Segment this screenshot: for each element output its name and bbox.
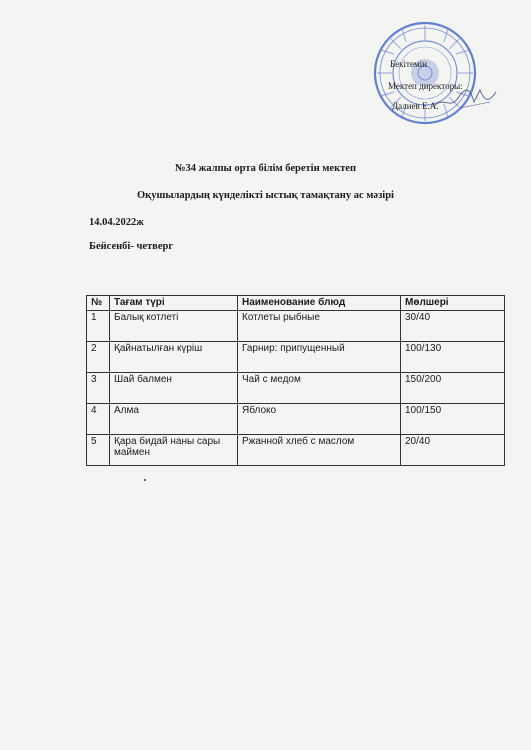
portion-size: 100/130 — [401, 342, 505, 373]
column-header-dish-kz: Тағам түрі — [110, 296, 238, 311]
menu-weekday: Бейсенбі- четверг — [89, 241, 174, 252]
portion-size: 20/40 — [401, 435, 505, 466]
school-name: №34 жалпы орта білім беретін мектеп — [174, 163, 356, 174]
stray-ink-dot — [144, 479, 146, 481]
menu-table — [86, 295, 505, 466]
row-number: 2 — [87, 342, 110, 373]
director-name: Далиев Е.А. — [392, 101, 439, 111]
table-row — [87, 311, 505, 342]
table-row — [87, 404, 505, 435]
dish-name-kz: Қайнатылған күріш — [110, 342, 238, 373]
column-header-portion: Мөлшері — [401, 296, 505, 311]
menu-date: 14.04.2022ж — [89, 217, 144, 228]
director-title: Мектеп директоры: — [388, 81, 463, 91]
table-header-row — [87, 296, 505, 311]
table-row — [87, 373, 505, 404]
dish-name-ru: Ржанной хлеб с маслом — [238, 435, 401, 466]
approval-label: Бекітемін — [390, 59, 427, 69]
menu-title: Оқушылардың күнделікті ыстық тамақтану ас мәзірі — [137, 190, 394, 201]
table-row — [87, 342, 505, 373]
portion-size: 100/150 — [401, 404, 505, 435]
row-number: 3 — [87, 373, 110, 404]
row-number: 5 — [87, 435, 110, 466]
dish-name-kz: Алма — [110, 404, 238, 435]
table-row — [87, 435, 505, 466]
column-header-dish-ru: Наименование блюд — [238, 296, 401, 311]
portion-size: 150/200 — [401, 373, 505, 404]
dish-name-kz: Балық котлеті — [110, 311, 238, 342]
dish-name-ru: Чай с медом — [238, 373, 401, 404]
dish-name-ru: Котлеты рыбные — [238, 311, 401, 342]
handwritten-signature — [430, 78, 500, 118]
row-number: 1 — [87, 311, 110, 342]
column-header-number: № — [87, 296, 110, 311]
portion-size: 30/40 — [401, 311, 505, 342]
dish-name-ru: Гарнир: припущенный — [238, 342, 401, 373]
dish-name-kz: Шай балмен — [110, 373, 238, 404]
dish-name-ru: Яблоко — [238, 404, 401, 435]
row-number: 4 — [87, 404, 110, 435]
dish-name-kz: Қара бидай наны сары маймен — [110, 435, 238, 466]
